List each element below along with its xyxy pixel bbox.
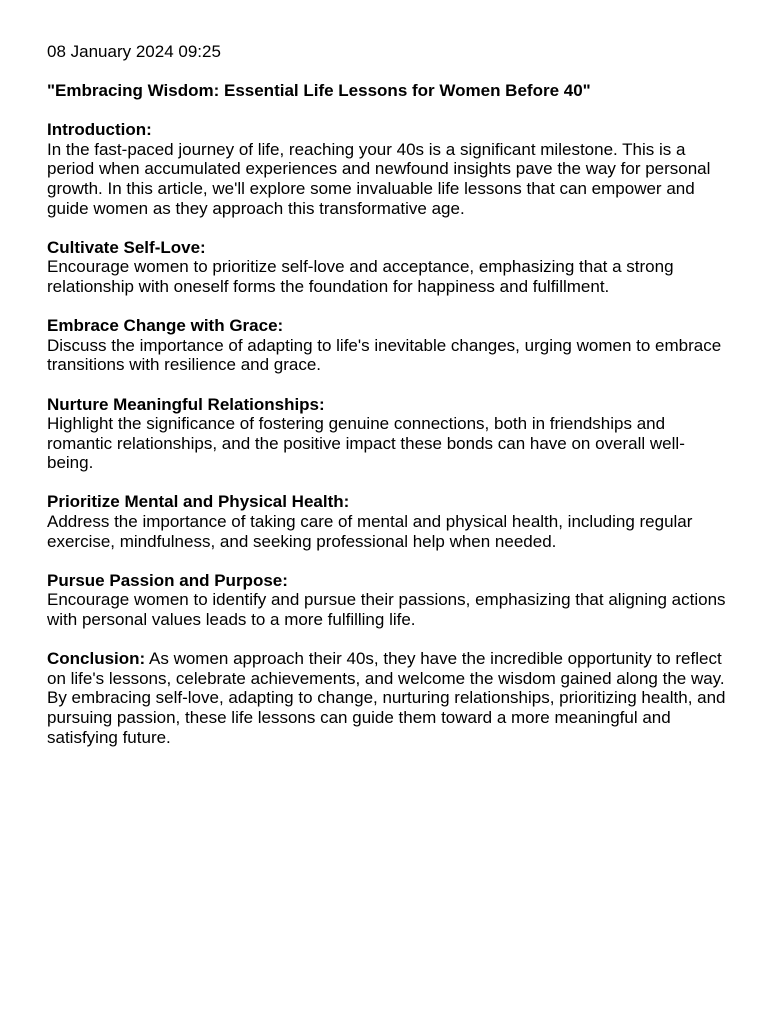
section-body: Encourage women to identify and pursue their passions, emphasizing that aligning actions with personal values leads to a more fulfilling life. <box>47 590 726 630</box>
section-embrace-change <box>47 316 727 375</box>
section-nurture-relationships <box>47 395 727 473</box>
section-heading: Nurture Meaningful Relationships: <box>47 394 325 414</box>
section-body: In the fast-paced journey of life, reaching your 40s is a significant milestone. This is a period when accumulated experiences and newfound insights pave the way for personal growth. In this article, we'll explore some invaluable life lessons that can empower and guide women as they approach this transformative age. <box>47 139 711 218</box>
document-title: "Embracing Wisdom: Essential Life Lessons for Women Before 40" <box>47 81 591 100</box>
section-heading: Pursue Passion and Purpose: <box>47 570 288 590</box>
timestamp: 08 January 2024 09:25 <box>47 42 221 61</box>
section-heading: Prioritize Mental and Physical Health: <box>47 492 350 512</box>
section-cultivate-self-love <box>47 238 727 297</box>
section-pursue-passion <box>47 571 727 630</box>
document-page <box>47 42 727 747</box>
section-body: Encourage women to prioritize self-love and acceptance, emphasizing that a strong relationship with oneself forms the foundation for happiness and fulfillment. <box>47 257 674 296</box>
conclusion-body: As women approach their 40s, they have the incredible opportunity to reflect on life's lessons, celebrate achievements, and welcome the wisdom gained along the way. By embracing self-love, adapting to change, nurturing relationships, prioritizing health, and pursuing passion, these life lessons can guide them toward a more meaningful and satisfying future. <box>47 649 726 747</box>
section-conclusion <box>47 649 727 747</box>
section-prioritize-health <box>47 492 727 551</box>
section-body: Discuss the importance of adapting to life's inevitable changes, urging women to embrace transitions with resilience and grace. <box>47 335 722 375</box>
section-heading: Embrace Change with Grace: <box>47 316 284 336</box>
section-heading: Cultivate Self-Love: <box>47 237 206 257</box>
section-body: Address the importance of taking care of mental and physical health, including regular exercise, mindfulness, and seeking professional help when needed. <box>47 512 693 551</box>
section-introduction <box>47 120 727 218</box>
section-heading: Introduction: <box>47 120 152 140</box>
conclusion-heading: Conclusion: <box>47 649 146 669</box>
section-body: Highlight the significance of fostering genuine connections, both in friendships and romantic relationships, and the positive impact these bonds can have on overall well-being. <box>47 414 685 473</box>
